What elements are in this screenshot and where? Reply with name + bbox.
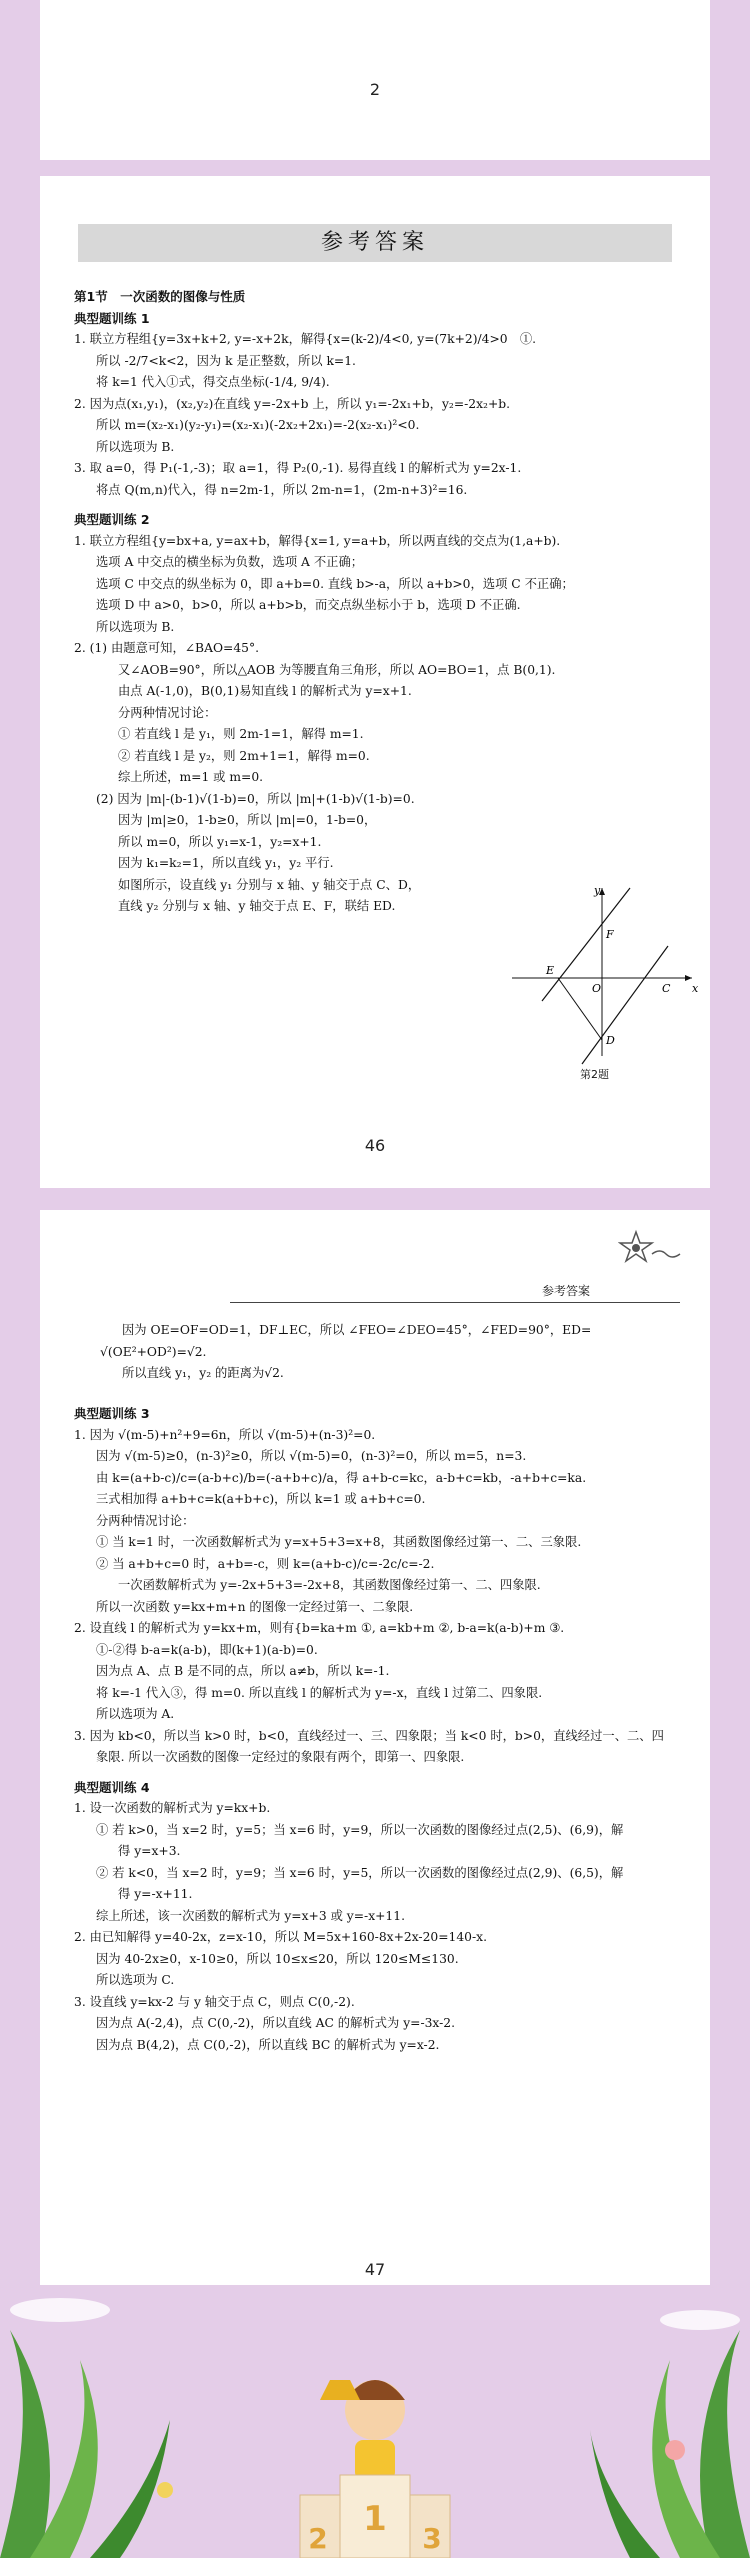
text-line: 2. 因为点(x₁,y₁)，(x₂,y₂)在直线 y=-2x+b 上，所以 y₁=-2x₁+b，y₂=-2x₂+b. <box>74 396 511 411</box>
text-line: √(OE²+OD²)=√2. <box>100 1344 207 1359</box>
text-line: 直线 y₂ 分别与 x 轴、y 轴交于点 E、F，联结 ED. <box>118 899 396 913</box>
point-label-D: D <box>606 1034 615 1047</box>
exercise-heading: 典型题训练 1 <box>74 310 150 326</box>
text-line: 因为 40-2x≥0，x-10≥0，所以 10≤x≤20，所以 120≤M≤130. <box>96 1951 459 1966</box>
text-line: 2. (1) 由题意可知，∠BAO=45°. <box>74 641 260 655</box>
page-number: 47 <box>364 2260 386 2279</box>
text-line: 因为点 B(4,2)，点 C(0,-2)，所以直线 BC 的解析式为 y=x-2. <box>96 2037 440 2052</box>
text-line: 分两种情况讨论： <box>96 1513 195 1528</box>
flower-icon <box>665 2440 685 2460</box>
text-line: 1. 设一次函数的解析式为 y=kx+b. <box>74 1801 271 1815</box>
point-label-E: E <box>546 964 555 977</box>
figure-caption: 第2题 <box>580 1068 609 1081</box>
text-line: 因为点 A、点 B 是不同的点，所以 a≠b，所以 k=-1. <box>96 1664 390 1678</box>
text-line: 1. 联立方程组{y=bx+a, y=ax+b，解得{x=1, y=a+b，所以两直线的交点为(1,a+b). <box>74 533 561 548</box>
text-line: 由 k=(a+b-c)/c=(a-b+c)/b=(-a+b+c)/a，得 a+b-c=kc，a-b+c=kb，-a+b+c=ka. <box>96 1470 587 1485</box>
text-line: 分两种情况讨论： <box>118 705 217 720</box>
text-line: 一次函数解析式为 y=-2x+5+3=-2x+8，其函数图像经过第一、二、四象限. <box>118 1578 541 1592</box>
x-axis-arrow <box>685 975 692 981</box>
running-header-text: 参考答案 <box>541 1284 590 1298</box>
star-logo-icon <box>618 1228 688 1278</box>
exercise-heading: 典型题训练 4 <box>74 1779 150 1795</box>
text-line: 如图所示，设直线 y₁ 分别与 x 轴、y 轴交于点 C、D， <box>118 877 421 892</box>
cloud-left <box>10 2298 110 2322</box>
text-line: ② 当 a+b+c=0 时，a+b=-c，则 k=(a+b-c)/c=-2c/c=-2. <box>96 1556 435 1571</box>
text-line: 三式相加得 a+b+c=k(a+b+c)，所以 k=1 或 a+b+c=0. <box>96 1492 426 1506</box>
page-card-1 <box>40 0 710 160</box>
text-line: 选项 A 中交点的横坐标为负数，选项 A 不正确； <box>96 555 364 569</box>
text-line: 选项 D 中 a>0，b>0，所以 a+b>b，而交点纵坐标小于 b，选项 D 不正确. <box>96 598 521 612</box>
exercise-heading: 典型题训练 3 <box>74 1406 150 1421</box>
page-number: 2 <box>369 80 381 99</box>
text-line: 3. 设直线 y=kx-2 与 y 轴交于点 C，则点 C(0,-2). <box>74 1994 355 2009</box>
text-line: 将点 Q(m,n)代入，得 n=2m-1，所以 2m-n=1，(2m-n+3)²=16. <box>96 482 468 497</box>
text-line: 选项 C 中交点的纵坐标为 0，即 a+b=0. 直线 b>-a，所以 a+b>0，选项 C 不正确； <box>96 576 574 591</box>
text-line: 所以一次函数 y=kx+m+n 的图像一定经过第一、二象限. <box>96 1599 414 1614</box>
text-line: (2) 因为 |m|-(b-1)√(1-b)=0，所以 |m|+(1-b)√(1-b)=0. <box>96 791 415 806</box>
text-line: 所以选项为 C. <box>96 1973 175 1987</box>
answer-text <box>100 1320 680 1385</box>
text-line: ② 若直线 l 是 y₂，则 2m+1=1，解得 m=0. <box>118 748 370 763</box>
graph-figure <box>502 876 702 1066</box>
text-line: 所以 m=(x₂-x₁)(y₂-y₁)=(x₂-x₁)(-2x₂+2x₁)=-2(x₂-x₁)²<0. <box>96 418 420 432</box>
leaves-left-icon <box>0 2330 170 2558</box>
point-label-C: C <box>662 982 671 995</box>
text-line: 由点 A(-1,0)，B(0,1)易知直线 l 的解析式为 y=x+1. <box>118 684 412 698</box>
running-header <box>230 1272 680 1303</box>
cloud-right <box>660 2310 740 2330</box>
text-line: 3. 因为 kb<0，所以当 k>0 时，b<0，直线经过一、三、四象限；当 k<0 时，b>0，直线经过一、二、四 <box>74 1728 664 1743</box>
page-card-3 <box>40 1210 710 2285</box>
text-line: 所以选项为 B. <box>96 619 175 634</box>
text-line: 综上所述，m=1 或 m=0. <box>118 770 264 784</box>
text-line: 所以 m=0，所以 y₁=x-1，y₂=x+1. <box>118 834 322 849</box>
podium-first: 1 <box>363 2499 387 2539</box>
page-number: 46 <box>364 1136 386 1155</box>
text-line: 1. 联立方程组{y=3x+k+2, y=-x+2k，解得{x=(k-2)/4<0, y=(7k+2)/4>0 ①. <box>74 332 537 346</box>
text-line: 因为 k₁=k₂=1，所以直线 y₁，y₂ 平行. <box>118 856 334 870</box>
text-line: ② 若 k<0，当 x=2 时，y=9；当 x=6 时，y=5，所以一次函数的图像经过点(2,9)、(6,5)，解 <box>96 1865 624 1880</box>
exercise-heading: 典型题训练 2 <box>74 512 150 527</box>
text-line: 将 k=-1 代入③，得 m=0. 所以直线 l 的解析式为 y=-x，直线 l 过第二、四象限. <box>96 1685 543 1700</box>
text-line: 得 y=x+3. <box>118 1844 181 1858</box>
text-line: 所以 -2/7<k<2，因为 k 是正整数，所以 k=1. <box>96 353 356 368</box>
podium-second: 2 <box>308 2522 328 2555</box>
text-line: 因为点 A(-2,4)，点 C(0,-2)，所以直线 AC 的解析式为 y=-3x-2. <box>96 2016 456 2030</box>
text-line: 象限. 所以一次函数的图像一定经过的象限有两个，即第一、四象限. <box>96 1750 465 1764</box>
answer-text <box>74 1395 680 2056</box>
podium <box>300 2475 450 2558</box>
flower-icon <box>157 2482 173 2498</box>
text-line: 又∠AOB=90°，所以△AOB 为等腰直角三角形，所以 AO=BO=1，点 B(0,1). <box>118 662 556 677</box>
text-line: ① 当 k=1 时，一次函数解析式为 y=x+5+3=x+8，其函数图像经过第一、二、三象限. <box>96 1535 582 1549</box>
text-line: 所以选项为 B. <box>96 439 175 454</box>
answer-text <box>74 286 680 918</box>
axis-label-y: y <box>594 884 601 897</box>
text-line: 因为 |m|≥0，1-b≥0，所以 |m|=0，1-b=0， <box>118 813 377 827</box>
text-line: 2. 设直线 l 的解析式为 y=kx+m，则有{b=ka+m ①, a=kb+m ②, b-a=k(a-b)+m ③. <box>74 1621 565 1635</box>
text-line: 综上所述，该一次函数的解析式为 y=x+3 或 y=-x+11. <box>96 1908 405 1923</box>
text-line: ①-②得 b-a=k(a-b)，即(k+1)(a-b)=0. <box>96 1642 318 1657</box>
text-line: 因为 √(m-5)≥0，(n-3)²≥0，所以 √(m-5)=0，(n-3)²=0，所以 m=5，n=3. <box>96 1449 527 1463</box>
text-line: 因为 OE=OF=OD=1，DF⊥EC，所以 ∠FEO=∠DEO=45°，∠FED=90°，ED= <box>122 1323 592 1337</box>
line-y1 <box>582 946 668 1064</box>
text-line: ① 若直线 l 是 y₁，则 2m-1=1，解得 m=1. <box>118 727 364 741</box>
text-line: 3. 取 a=0，得 P₁(-1,-3)；取 a=1，得 P₂(0,-1). 易得直线 l 的解析式为 y=2x-1. <box>74 461 522 475</box>
text-line: 1. 因为 √(m-5)+n²+9=6n，所以 √(m-5)+(n-3)²=0. <box>74 1427 376 1442</box>
text-line: 2. 由已知解得 y=40-2x，z=x-10，所以 M=5x+160-8x+2x-20=140-x. <box>74 1930 488 1944</box>
section-title: 第1节 一次函数的图像与性质 <box>74 289 246 304</box>
text-line: 得 y=-x+11. <box>118 1887 193 1901</box>
line-y2 <box>542 888 630 1001</box>
page-card-2 <box>40 176 710 1188</box>
text-line: 所以直线 y₁，y₂ 的距离为√2. <box>122 1366 284 1380</box>
point-label-F: F <box>606 928 614 941</box>
text-line: 将 k=1 代入①式，得交点坐标(-1/4, 9/4). <box>96 375 330 389</box>
text-line: 所以选项为 A. <box>96 1707 175 1721</box>
axis-label-x: x <box>692 982 699 995</box>
podium-third: 3 <box>422 2522 442 2555</box>
text-line: ① 若 k>0，当 x=2 时，y=5；当 x=6 时，y=9，所以一次函数的图像经过点(2,5)、(6,9)，解 <box>96 1822 624 1837</box>
point-label-O: O <box>592 982 602 995</box>
footer-illustration <box>0 2290 750 2558</box>
answer-banner: 参考答案 <box>78 224 672 262</box>
